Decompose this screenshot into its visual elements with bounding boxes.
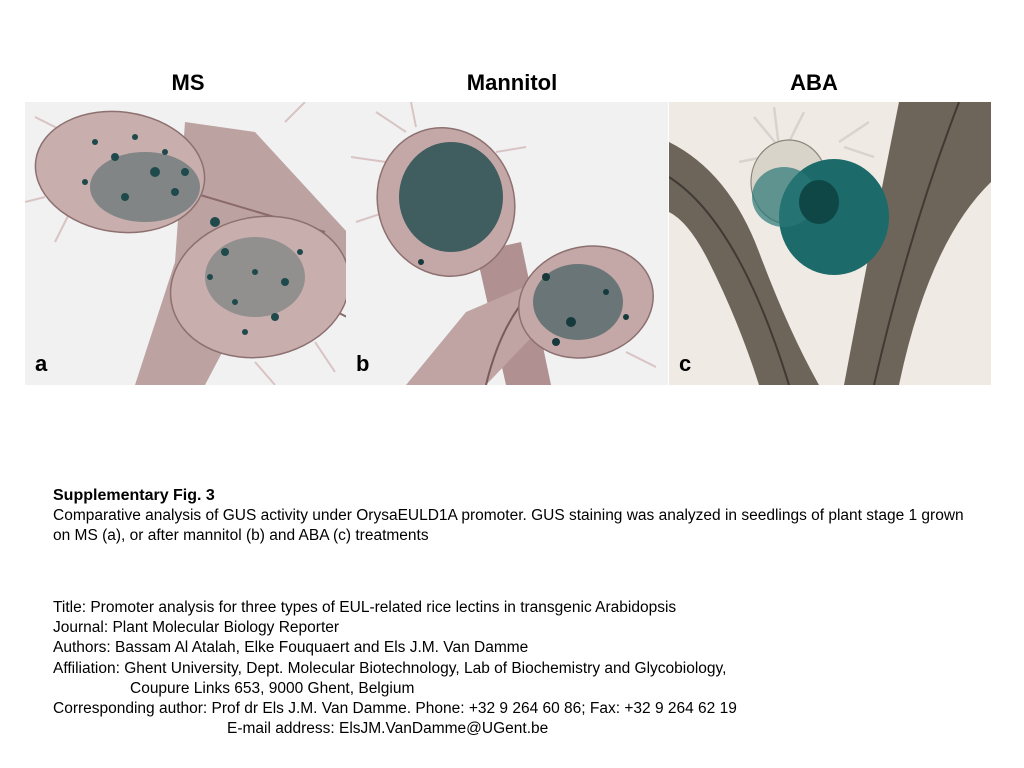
panel-letter-b: b xyxy=(356,351,370,376)
info-email: E-mail address: ElsJM.VanDamme@UGent.be xyxy=(227,720,549,738)
seedling-mannitol-image xyxy=(346,102,668,385)
micrograph-aba xyxy=(669,102,991,385)
micrograph-ms xyxy=(25,102,347,385)
info-title: Title: Promoter analysis for three types of EUL-related rice lectins in transgenic Arabidopsis xyxy=(53,599,677,616)
figure-caption xyxy=(53,486,973,546)
caption-title: Supplementary Fig. 3 xyxy=(53,487,215,504)
caption-text: Comparative analysis of GUS activity under OrysaEULD1A promoter. GUS staining was analyzed in seedlings of plant stage 1 grown on MS (a), or after mannitol (b) and ABA (c) treatments xyxy=(53,507,964,544)
panel-title-ms: MS xyxy=(171,70,205,95)
info-journal: Journal: Plant Molecular Biology Reporter xyxy=(53,619,340,637)
info-authors: Authors: Bassam Al Atalah, Elke Fouquaert and Els J.M. Van Damme xyxy=(53,639,529,657)
info-affiliation: Affiliation: Ghent University, Dept. Molecular Biotechnology, Lab of Biochemistry and Glycobiology, xyxy=(53,659,727,677)
panel-letter-c: c xyxy=(679,351,692,376)
panel-title-aba: ABA xyxy=(790,70,838,95)
info-affiliation-address: Coupure Links 653, 9000 Ghent, Belgium xyxy=(130,679,415,697)
micrograph-mannitol xyxy=(346,102,668,385)
seedling-ms-image xyxy=(25,102,347,385)
seedling-aba-image xyxy=(669,102,991,385)
info-corresponding-author: Corresponding author: Prof dr Els J.M. Van Damme. Phone: +32 9 264 60 86; Fax: +32 9 264 62 19 xyxy=(53,700,737,718)
publication-info xyxy=(53,598,993,739)
panel-title-mannitol: Mannitol xyxy=(466,70,558,95)
panel-letter-a: a xyxy=(35,351,48,376)
